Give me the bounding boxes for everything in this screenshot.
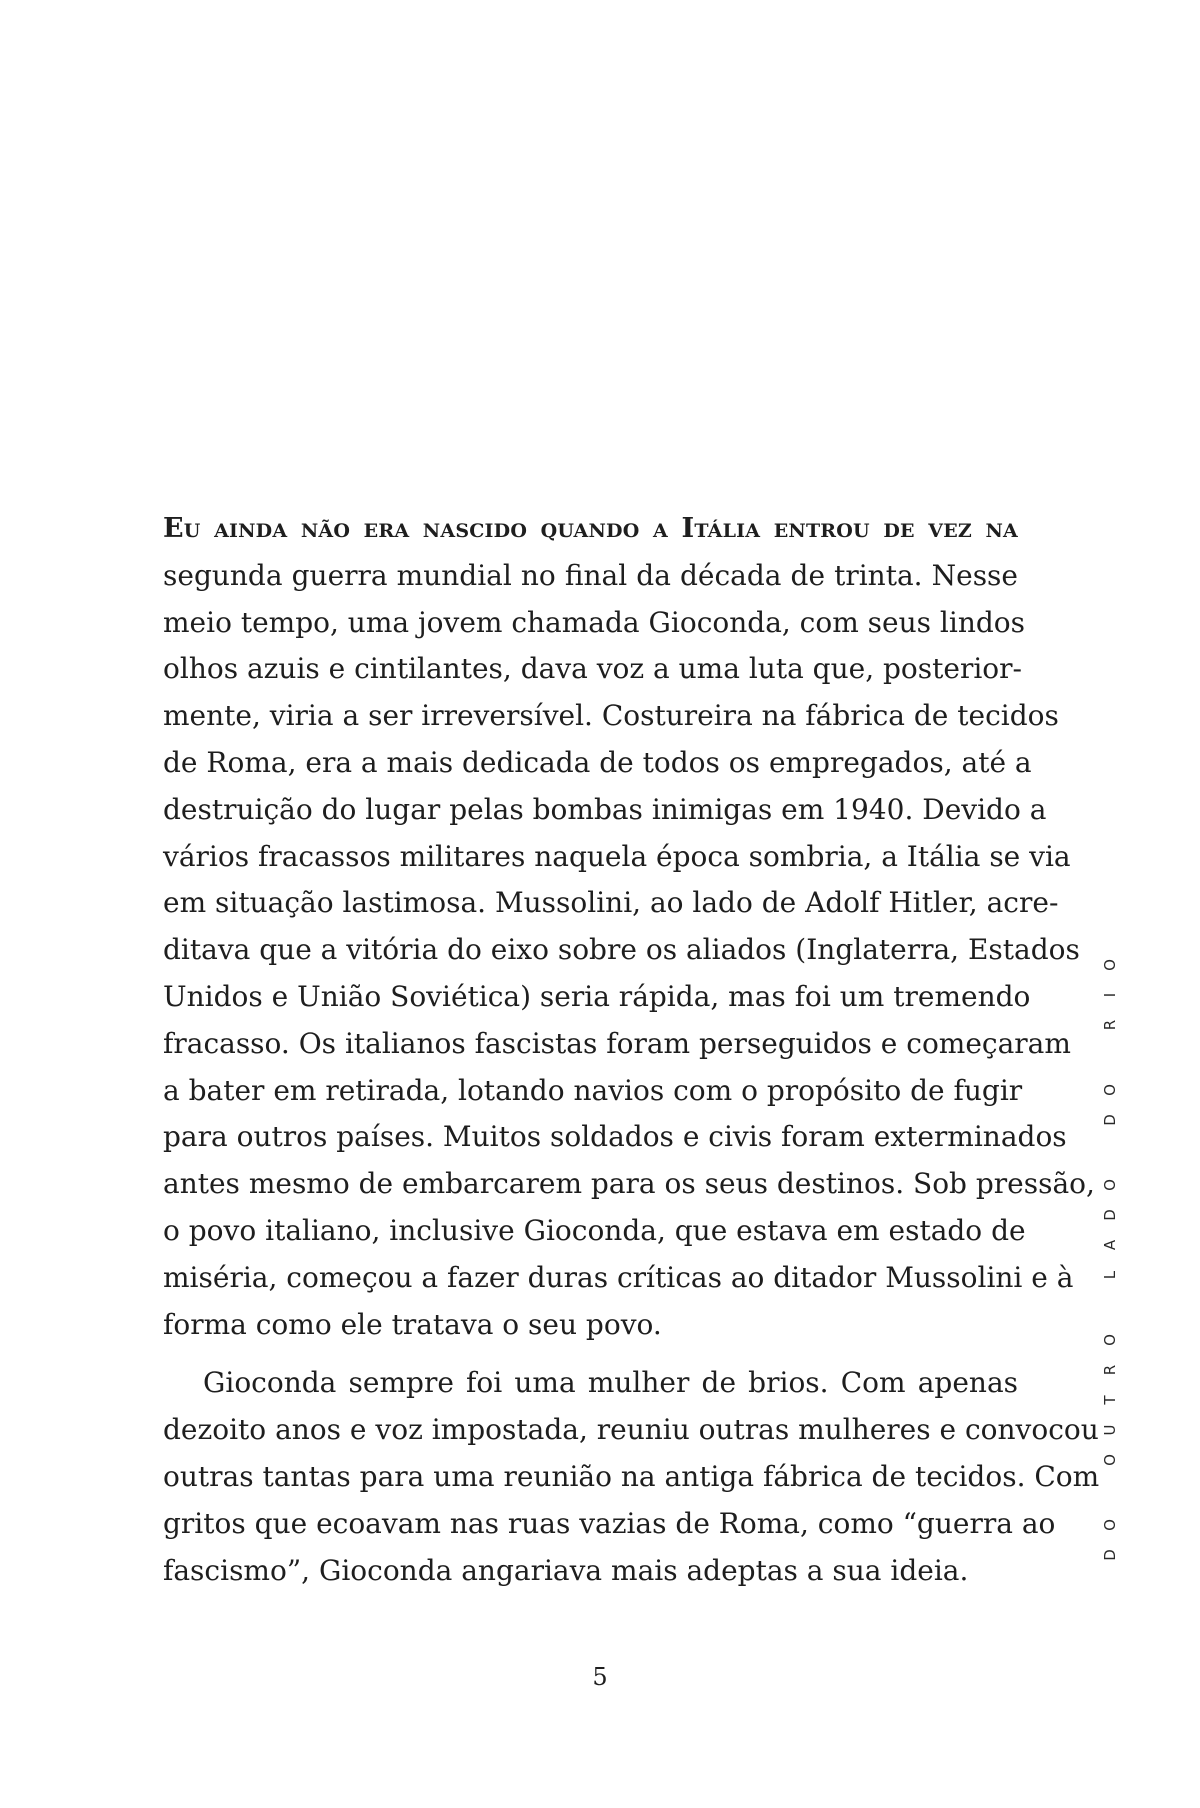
text-line: mente, viria a ser irreversível. Costureira na fábrica de tecidos (163, 699, 1059, 733)
text-line: em situação lastimosa. Mussolini, ao lado de Adolf Hitler, acre- (163, 886, 1059, 920)
paragraph-1 (163, 506, 1095, 1348)
running-title-letter: O (1101, 1454, 1119, 1466)
page-number: 5 (592, 1663, 608, 1691)
text-line: miséria, começou a fazer duras críticas ao ditador Mussolini e à (163, 1260, 1074, 1294)
running-title-letter: O (1101, 959, 1119, 971)
text-line: Unidos e União Soviética) seria rápida, mas foi um tremendo (163, 979, 1031, 1013)
text-line: destruição do lugar pelas bombas inimigas em 1940. Devido a (163, 792, 1047, 826)
text-line: meio tempo, uma jovem chamada Gioconda, com seus lindos (163, 605, 1026, 639)
text-line: o povo italiano, inclusive Gioconda, que estava em estado de (163, 1213, 1026, 1247)
body-text (163, 506, 1100, 1594)
text-line: de Roma, era a mais dedicada de todos os empregados, até a (163, 745, 1032, 779)
text-line: forma como ele tratava o seu povo. (163, 1307, 662, 1341)
running-title-letter: L (1101, 1270, 1119, 1280)
running-title-letter: I (1101, 992, 1119, 998)
running-title-letter: D (1101, 1114, 1119, 1126)
running-title-letter: U (1101, 1424, 1119, 1436)
text-line: olhos azuis e cintilantes, dava voz a uma luta que, posterior- (163, 652, 1023, 686)
running-title-letter: O (1101, 1519, 1119, 1531)
text-line: segunda guerra mundial no final da década de trinta. Nesse (163, 558, 1018, 592)
opening-line: Eu ainda não era nascido quando a Itália entrou de vez na (163, 513, 1018, 544)
running-title-letter: D (1101, 1209, 1119, 1221)
text-line: a bater em retirada, lotando navios com o propósito de fugir (163, 1073, 1023, 1107)
text-line: gritos que ecoavam nas ruas vazias de Roma, como “guerra ao (163, 1506, 1056, 1540)
text-line: fracasso. Os italianos fascistas foram perseguidos e começaram (163, 1026, 1071, 1060)
running-title-letter: A (1101, 1239, 1119, 1251)
text-line: dezoito anos e voz impostada, reuniu outras mulheres e convocou (163, 1413, 1099, 1447)
text-line: Gioconda sempre foi uma mulher de brios. Com apenas (203, 1366, 1018, 1400)
running-title-letter: R (1101, 1364, 1119, 1376)
paragraph-2 (163, 1360, 1100, 1594)
text-line: para outros países. Muitos soldados e civis foram exterminados (163, 1120, 1067, 1154)
running-title-letter: R (1101, 1019, 1119, 1031)
running-title-letter: O (1101, 1084, 1119, 1096)
text-line: antes mesmo de embarcarem para os seus destinos. Sob pressão, (163, 1167, 1095, 1201)
running-title-letter: D (1101, 1549, 1119, 1561)
text-line: outras tantas para uma reunião na antiga fábrica de tecidos. Com (163, 1459, 1100, 1493)
text-line: fascismo”, Gioconda angariava mais adeptas a sua ideia. (163, 1553, 969, 1587)
text-line: ditava que a vitória do eixo sobre os aliados (Inglaterra, Estados (163, 933, 1080, 967)
running-title-letter: O (1101, 1334, 1119, 1346)
running-title-letter: O (1101, 1179, 1119, 1191)
text-line: vários fracassos militares naquela época sombria, a Itália se via (163, 839, 1071, 873)
running-title-letter: T (1101, 1395, 1119, 1405)
running-title (1095, 956, 1125, 1596)
